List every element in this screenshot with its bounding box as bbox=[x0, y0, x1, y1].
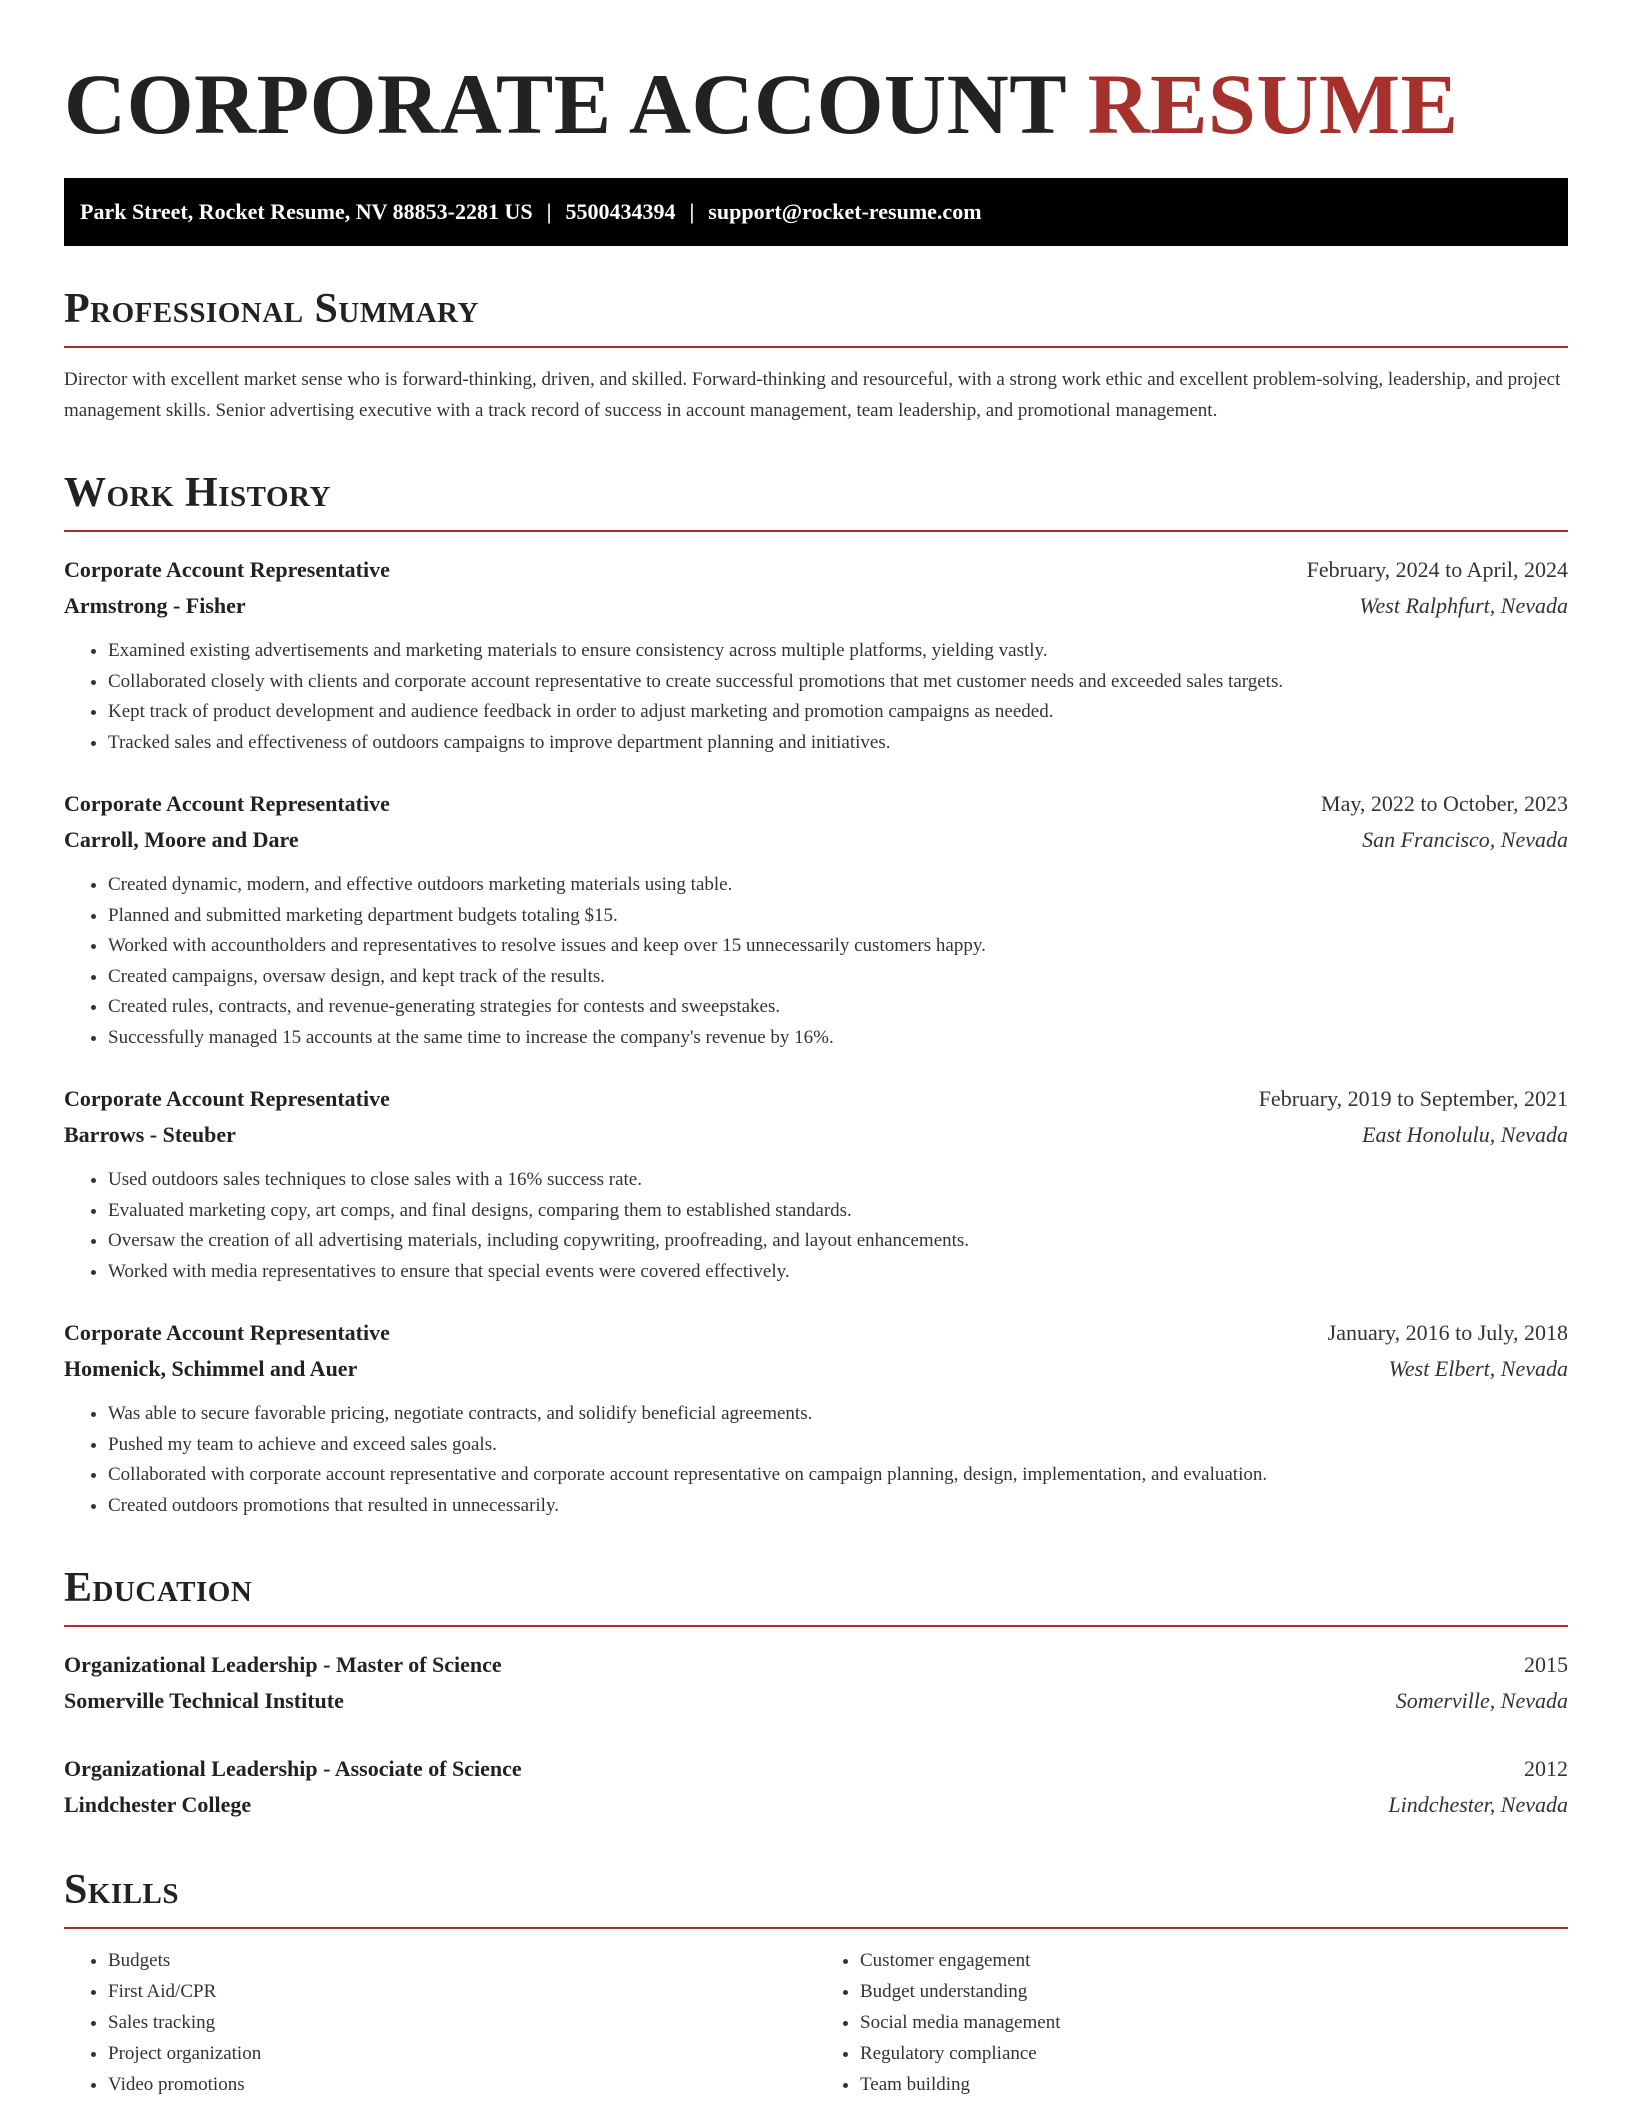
contact-email: support@rocket-resume.com bbox=[708, 199, 982, 224]
skill-item: • Budget understanding bbox=[860, 1976, 1568, 2007]
job-bullet: • Pushed my team to achieve and exceed sales goals. bbox=[108, 1430, 1568, 1461]
contact-address: Park Street, Rocket Resume, NV 88853-2281 US bbox=[80, 199, 533, 224]
job-bullet: • Collaborated with corporate account representative and corporate account representative on campaign planning, design, implementation, and evaluation. bbox=[108, 1460, 1568, 1491]
job-entry bbox=[64, 786, 1568, 1053]
job-bullets bbox=[64, 1399, 1568, 1521]
job-title: Corporate Account Representative bbox=[64, 557, 390, 582]
job-location: West Elbert, Nevada bbox=[1388, 1356, 1568, 1381]
contact-phone: 5500434394 bbox=[565, 199, 676, 224]
job-bullets bbox=[64, 636, 1568, 758]
skill-item: • Video promotions bbox=[108, 2069, 816, 2100]
job-location: East Honolulu, Nevada bbox=[1362, 1122, 1568, 1147]
job-entry bbox=[64, 1081, 1568, 1287]
job-title: Corporate Account Representative bbox=[64, 1320, 390, 1345]
job-title: Corporate Account Representative bbox=[64, 791, 390, 816]
job-bullet: • Created dynamic, modern, and effective outdoors marketing materials using table. bbox=[108, 870, 1568, 901]
education-location: Somerville, Nevada bbox=[1395, 1688, 1568, 1713]
job-bullet: • Collaborated closely with clients and corporate account representative to create successful promotions that met customer needs and exceeded sales targets. bbox=[108, 667, 1568, 698]
job-location: San Francisco, Nevada bbox=[1362, 827, 1568, 852]
job-bullet: • Examined existing advertisements and marketing materials to ensure consistency across multiple platforms, yielding vastly. bbox=[108, 636, 1568, 667]
job-bullet: • Tracked sales and effectiveness of outdoors campaigns to improve department planning and initiatives. bbox=[108, 728, 1568, 759]
skills-grid bbox=[64, 1945, 1568, 2100]
job-bullet: • Worked with accountholders and representatives to resolve issues and keep over 15 unnecessarily customers happy. bbox=[108, 931, 1568, 962]
job-bullets bbox=[64, 1165, 1568, 1287]
resume-title bbox=[64, 50, 1568, 158]
skill-item: • Regulatory compliance bbox=[860, 2038, 1568, 2069]
job-dates: May, 2022 to October, 2023 bbox=[1321, 791, 1568, 816]
job-bullet: • Kept track of product development and audience feedback in order to adjust marketing and promotion campaigns as needed. bbox=[108, 697, 1568, 728]
job-bullet: • Oversaw the creation of all advertising materials, including copywriting, proofreading, and layout enhancements. bbox=[108, 1226, 1568, 1257]
job-location: West Ralphfurt, Nevada bbox=[1359, 593, 1568, 618]
education-entry bbox=[64, 1751, 1568, 1823]
work-history-heading: Work History bbox=[64, 470, 1568, 532]
education-location: Lindchester, Nevada bbox=[1388, 1792, 1568, 1817]
education-degree: Organizational Leadership - Associate of Science bbox=[64, 1756, 522, 1781]
job-company: Homenick, Schimmel and Auer bbox=[64, 1356, 358, 1381]
job-bullet: • Worked with media representatives to ensure that special events were covered effectively. bbox=[108, 1257, 1568, 1288]
job-bullet: • Used outdoors sales techniques to close sales with a 16% success rate. bbox=[108, 1165, 1568, 1196]
education-school: Lindchester College bbox=[64, 1792, 252, 1817]
skill-item: • Budgets bbox=[108, 1945, 816, 1976]
job-bullet: • Planned and submitted marketing department budgets totaling $15. bbox=[108, 901, 1568, 932]
contact-bar bbox=[64, 178, 1568, 246]
job-bullet: • Was able to secure favorable pricing, negotiate contracts, and solidify beneficial agreements. bbox=[108, 1399, 1568, 1430]
job-company: Armstrong - Fisher bbox=[64, 593, 246, 618]
skills-heading: Skills bbox=[64, 1867, 1568, 1929]
skill-item: • Customer engagement bbox=[860, 1945, 1568, 1976]
skill-item: • Social media management bbox=[860, 2007, 1568, 2038]
education-entry bbox=[64, 1647, 1568, 1719]
job-company: Barrows - Steuber bbox=[64, 1122, 236, 1147]
job-dates: February, 2019 to September, 2021 bbox=[1258, 1086, 1568, 1111]
job-entry bbox=[64, 1315, 1568, 1521]
contact-separator: | bbox=[689, 199, 695, 224]
job-bullet: • Successfully managed 15 accounts at the same time to increase the company's revenue by 16%. bbox=[108, 1023, 1568, 1054]
skills-column-right bbox=[816, 1945, 1568, 2100]
job-entry bbox=[64, 552, 1568, 758]
skill-item: • First Aid/CPR bbox=[108, 1976, 816, 2007]
job-dates: February, 2024 to April, 2024 bbox=[1306, 557, 1568, 582]
skills-column-left bbox=[64, 1945, 816, 2100]
job-title: Corporate Account Representative bbox=[64, 1086, 390, 1111]
title-main: CORPORATE ACCOUNT bbox=[64, 56, 1066, 152]
education-year: 2012 bbox=[1524, 1756, 1568, 1781]
education-heading: Education bbox=[64, 1565, 1568, 1627]
skill-item: • Sales tracking bbox=[108, 2007, 816, 2038]
job-bullet: • Created rules, contracts, and revenue-generating strategies for contests and sweepstakes. bbox=[108, 992, 1568, 1023]
contact-separator: | bbox=[546, 199, 552, 224]
title-accent: RESUME bbox=[1087, 56, 1459, 152]
job-bullet: • Created outdoors promotions that resulted in unnecessarily. bbox=[108, 1491, 1568, 1522]
education-degree: Organizational Leadership - Master of Science bbox=[64, 1652, 502, 1677]
skill-item: • Team building bbox=[860, 2069, 1568, 2100]
education-school: Somerville Technical Institute bbox=[64, 1688, 344, 1713]
job-company: Carroll, Moore and Dare bbox=[64, 827, 299, 852]
skill-item: • Project organization bbox=[108, 2038, 816, 2069]
summary-heading: Professional Summary bbox=[64, 286, 1568, 348]
job-bullet: • Created campaigns, oversaw design, and kept track of the results. bbox=[108, 962, 1568, 993]
education-year: 2015 bbox=[1524, 1652, 1568, 1677]
summary-text: Director with excellent market sense who is forward-thinking, driven, and skilled. Forward-thinking and resourceful, with a strong work ethic and excellent problem-solving, leadership, and project management skills. Senior advertising executive with a track record of success in account management, team leadership, and promotional management. bbox=[64, 369, 1561, 421]
job-dates: January, 2016 to July, 2018 bbox=[1327, 1320, 1568, 1345]
job-bullet: • Evaluated marketing copy, art comps, and final designs, comparing them to established standards. bbox=[108, 1196, 1568, 1227]
job-bullets bbox=[64, 870, 1568, 1053]
